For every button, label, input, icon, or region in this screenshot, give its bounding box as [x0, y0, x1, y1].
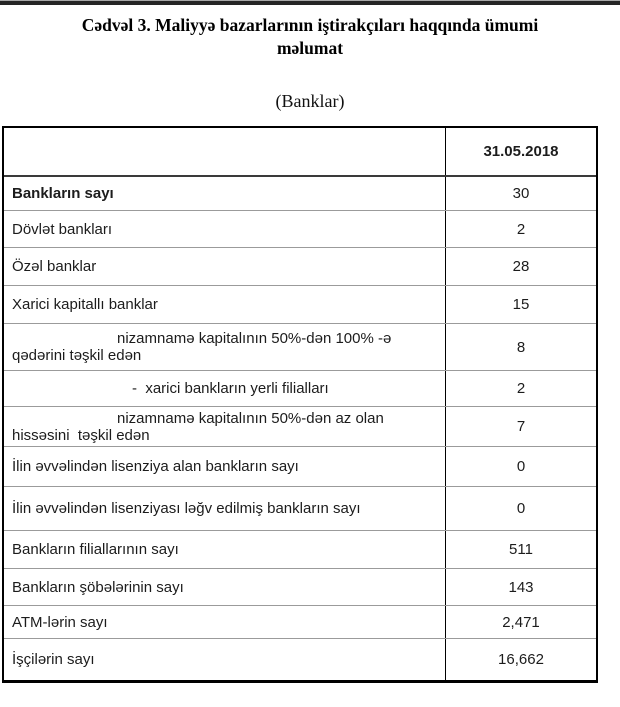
- table-row: [4, 247, 596, 285]
- table-row: [4, 446, 596, 486]
- row-label: Xarici kapitallı banklar: [12, 296, 158, 314]
- banks-summary-table: [2, 126, 598, 683]
- row-value: 143: [445, 569, 596, 605]
- table-row: [4, 605, 596, 638]
- row-value: 15: [445, 286, 596, 323]
- row-value: 2: [445, 371, 596, 406]
- row-label-line2: hissəsini təşkil edən: [12, 426, 150, 444]
- page-top-border: [0, 0, 620, 5]
- row-value: 2: [445, 211, 596, 247]
- table-row: [4, 486, 596, 530]
- table-row: [4, 175, 596, 210]
- date-column-header: 31.05.2018: [445, 128, 596, 175]
- row-value: 0: [445, 487, 596, 530]
- table-row: [4, 210, 596, 247]
- header-empty-cell: [4, 128, 445, 175]
- row-label: [4, 324, 445, 370]
- table-row: [4, 370, 596, 406]
- table-row: [4, 406, 596, 446]
- row-value: 2,471: [445, 606, 596, 638]
- row-label-line1: nizamnamə kapitalının 50%-dən 100% -ə: [117, 330, 392, 348]
- document-subtitle: (Banklar): [275, 91, 345, 112]
- document-title-line2: məlumat: [276, 38, 344, 59]
- row-label: Bankların filiallarının sayı: [12, 541, 179, 559]
- row-label: Bankların şöbələrinin sayı: [12, 578, 184, 596]
- row-value: 28: [445, 248, 596, 285]
- row-value: 7: [445, 407, 596, 446]
- row-label: [4, 407, 445, 446]
- row-label-line2: qədərini təşkil edən: [12, 347, 142, 365]
- table-header-row: [4, 128, 596, 175]
- document-title: [0, 14, 620, 60]
- row-value: 0: [445, 447, 596, 486]
- row-label: İşçilərin sayı: [12, 651, 95, 669]
- row-label: Bankların sayı: [12, 185, 114, 203]
- row-value: 16,662: [445, 639, 596, 680]
- row-label: ATM-lərin sayı: [12, 613, 108, 631]
- table-row: [4, 568, 596, 605]
- row-value: 30: [445, 177, 596, 210]
- table-row: [4, 638, 596, 680]
- row-label: - xarici bankların yerli filialları: [132, 380, 329, 398]
- row-value: 8: [445, 324, 596, 370]
- row-label: Dövlət bankları: [12, 220, 113, 238]
- table-row: [4, 323, 596, 370]
- row-label: İlin əvvəlindən lisenziya alan bankların sayı: [12, 458, 299, 476]
- document-title-line1: Cədvəl 3. Maliyyə bazarlarının iştirakçıları haqqında ümumi: [81, 15, 539, 35]
- table-row: [4, 530, 596, 568]
- row-value: 511: [445, 531, 596, 568]
- row-label: İlin əvvəlindən lisenziyası ləğv edilmiş bankların sayı: [12, 500, 361, 518]
- row-label-line1: nizamnamə kapitalının 50%-dən az olan: [117, 409, 384, 427]
- row-label: Özəl banklar: [12, 258, 97, 276]
- table-row: [4, 285, 596, 323]
